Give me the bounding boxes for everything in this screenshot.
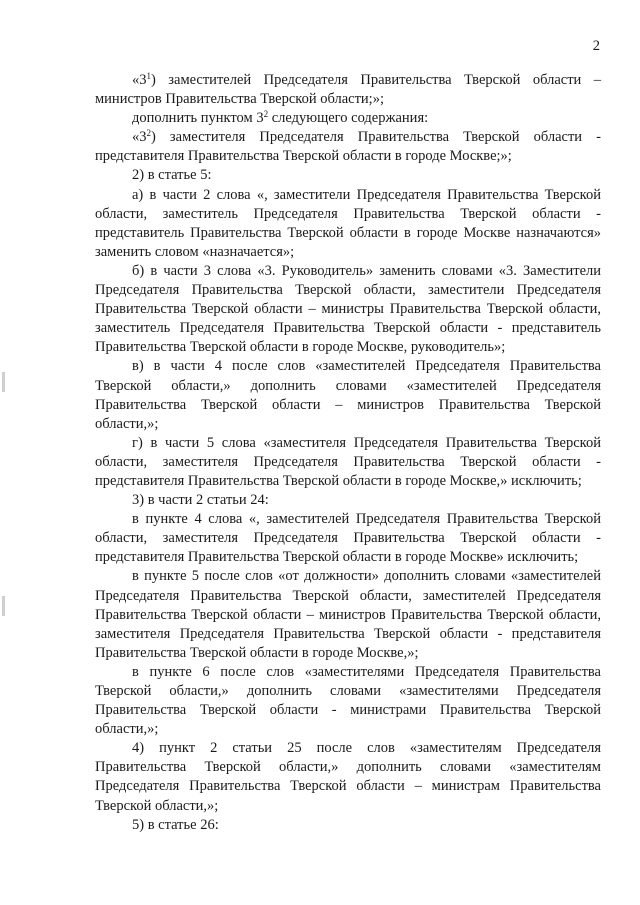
paragraph-item-3-1: «$3^1$) заместителей Председателя Правительства Тверской области – министров Правительства Тверской области;»; xyxy=(95,71,601,108)
scan-margin-mark xyxy=(2,372,5,392)
document-body xyxy=(95,71,601,835)
paragraph-article-26: 5) в статье 26: xyxy=(132,816,219,833)
paragraph-5-b: б) в части 3 слова «3. Руководитель» заменить словами «3. Заместители Председателя Правительства Тверской области, заместители Председателя Правительства Тверской области – министры Правительства Тверской области, заместитель Председателя Правительства Тверской области - представитель Правительства Тверской области в городе Москве, руководитель»; xyxy=(95,262,601,356)
paragraph-article-25: 4) пункт 2 статьи 25 после слов «заместителям Председателя Правительства Тверской области,» дополнить словами «заместителям Председателя Правительства Тверской области – министрам Правительства Тверской области,»; xyxy=(95,740,601,814)
page-number: 2 xyxy=(592,38,600,54)
paragraph-5-g: г) в части 5 слова «заместителя Председателя Правительства Тверской области, заместителя Председателя Правительства Тверской области - представителя Правительства Тверской области в городе Москве,» исключить; xyxy=(95,434,601,489)
paragraph-5-v: в) в части 4 после слов «заместителей Председателя Правительства Тверской области,» дополнить словами «заместителей Председателя Правительства Тверской области – министров Правительства Тверской области,»; xyxy=(95,358,601,432)
paragraph-add-item-3-2: дополнить пунктом $3^2$ следующего содержания: xyxy=(132,109,429,127)
paragraph-24-item-6: в пункте 6 после слов «заместителями Председателя Правительства Тверской области,» дополнить словами «заместителями Председателя Правительства Тверской области - министрами Правительства Тверской области,»; xyxy=(95,663,601,738)
paragraph-24-item-4: в пункте 4 слова «, заместителей Председателя Правительства Тверской области, заместителя Председателя Правительства Тверской области - представителя Правительства Тверской области в городе Москве» исключить; xyxy=(95,511,601,566)
scan-margin-mark xyxy=(2,596,5,616)
paragraph-5-a: а) в части 2 слова «, заместители Председателя Правительства Тверской области, заместитель Председателя Правительства Тверской области - представитель Правительства Тверской области в городе Москве назначаются» заменить словом «назначается»; xyxy=(95,186,601,260)
paragraph-24-item-5: в пункте 5 после слов «от должности» дополнить словами «заместителей Председателя Правительства Тверской области, заместителей Председателя Правительства Тверской области – министров Правительства Тверской области, заместителя Председателя Правительства Тверской области - представителя Правительства Тверской области в городе Москве,»; xyxy=(95,568,601,661)
paragraph-article-5: 2) в статье 5: xyxy=(132,167,212,184)
paragraph-article-24: 3) в части 2 статьи 24: xyxy=(132,492,269,509)
paragraph-item-3-2: «$3^2$) заместителя Председателя Правительства Тверской области - представителя Правительства Тверской области в городе Москве;»; xyxy=(95,128,601,165)
